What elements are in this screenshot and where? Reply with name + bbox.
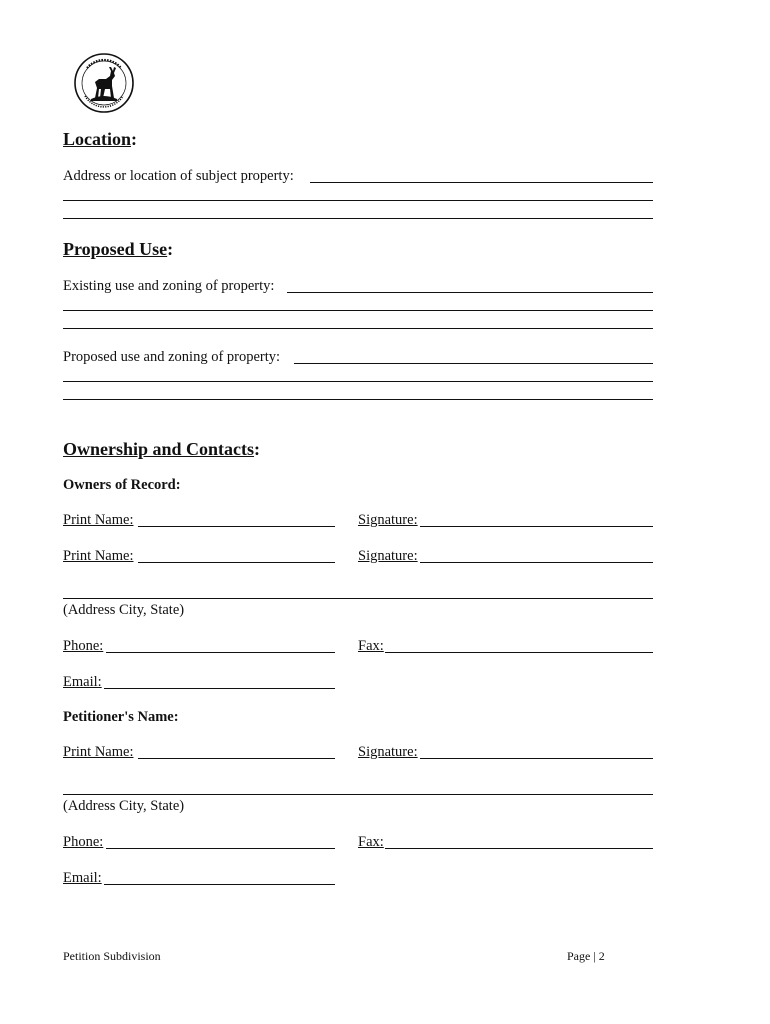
- owner-phone-field[interactable]: [106, 652, 335, 653]
- proposed-use-heading-colon: :: [167, 239, 174, 259]
- petitioner-print-name-field[interactable]: [138, 758, 335, 759]
- proposed-use-label: Proposed use and zoning of property:: [63, 349, 281, 365]
- existing-use-label: Existing use and zoning of property:: [63, 278, 275, 294]
- owner-fax-label: Fax:: [358, 638, 384, 654]
- owner1-signature-field[interactable]: [420, 526, 653, 527]
- location-heading: [63, 129, 137, 150]
- owners-of-record-title: Owners of Record:: [63, 477, 181, 493]
- owner-address-field[interactable]: [63, 598, 653, 599]
- location-heading-text: Location: [63, 129, 132, 149]
- owner2-print-name-label: Print Name:: [63, 548, 134, 564]
- owner1-signature-label: Signature:: [358, 512, 418, 528]
- owner2-signature-label: Signature:: [358, 548, 418, 564]
- owner2-signature-field[interactable]: [420, 562, 653, 563]
- footer-page-number: Page | 2: [567, 949, 605, 963]
- owner-address-caption: (Address City, State): [63, 602, 185, 618]
- ownership-heading: [63, 439, 260, 460]
- petitioner-print-name-label: Print Name:: [63, 744, 134, 760]
- petitioner-fax-field[interactable]: [385, 848, 653, 849]
- ownership-heading-colon: :: [254, 439, 261, 459]
- petitioner-signature-field[interactable]: [420, 758, 653, 759]
- footer-document-title: Petition Subdivision: [63, 949, 161, 963]
- proposed-use-heading: [63, 239, 173, 260]
- owner-email-label: Email:: [63, 674, 102, 690]
- owner-phone-label: Phone:: [63, 638, 104, 654]
- owner-fax-field[interactable]: [385, 652, 653, 653]
- petitioner-fax-label: Fax:: [358, 834, 384, 850]
- petitioner-phone-label: Phone:: [63, 834, 104, 850]
- petitioner-signature-label: Signature:: [358, 744, 418, 760]
- owner2-print-name-field[interactable]: [138, 562, 335, 563]
- proposed-use-field-line-3[interactable]: [63, 399, 653, 400]
- existing-use-field[interactable]: [287, 292, 653, 293]
- owner-email-field[interactable]: [104, 688, 335, 689]
- existing-use-field-line-2[interactable]: [63, 310, 653, 311]
- petitioner-address-field[interactable]: [63, 794, 653, 795]
- location-heading-colon: :: [131, 129, 138, 149]
- proposed-use-field[interactable]: [294, 363, 653, 364]
- owner1-print-name-label: Print Name:: [63, 512, 134, 528]
- proposed-use-heading-text: Proposed Use: [63, 239, 168, 259]
- ownership-heading-text: Ownership and Contacts: [63, 439, 255, 459]
- owner1-print-name-field[interactable]: [138, 526, 335, 527]
- petitioner-name-title: Petitioner's Name:: [63, 709, 179, 725]
- petitioner-email-field[interactable]: [104, 884, 335, 885]
- petitioner-address-caption: (Address City, State): [63, 798, 185, 814]
- address-field[interactable]: [310, 182, 653, 183]
- petitioner-phone-field[interactable]: [106, 848, 335, 849]
- petitioner-email-label: Email:: [63, 870, 102, 886]
- village-seal-logo: [73, 52, 135, 114]
- deer-seal-icon: [73, 52, 135, 114]
- address-field-line-2[interactable]: [63, 200, 653, 201]
- address-field-line-3[interactable]: [63, 218, 653, 219]
- existing-use-field-line-3[interactable]: [63, 328, 653, 329]
- address-label: Address or location of subject property:: [63, 168, 294, 184]
- proposed-use-field-line-2[interactable]: [63, 381, 653, 382]
